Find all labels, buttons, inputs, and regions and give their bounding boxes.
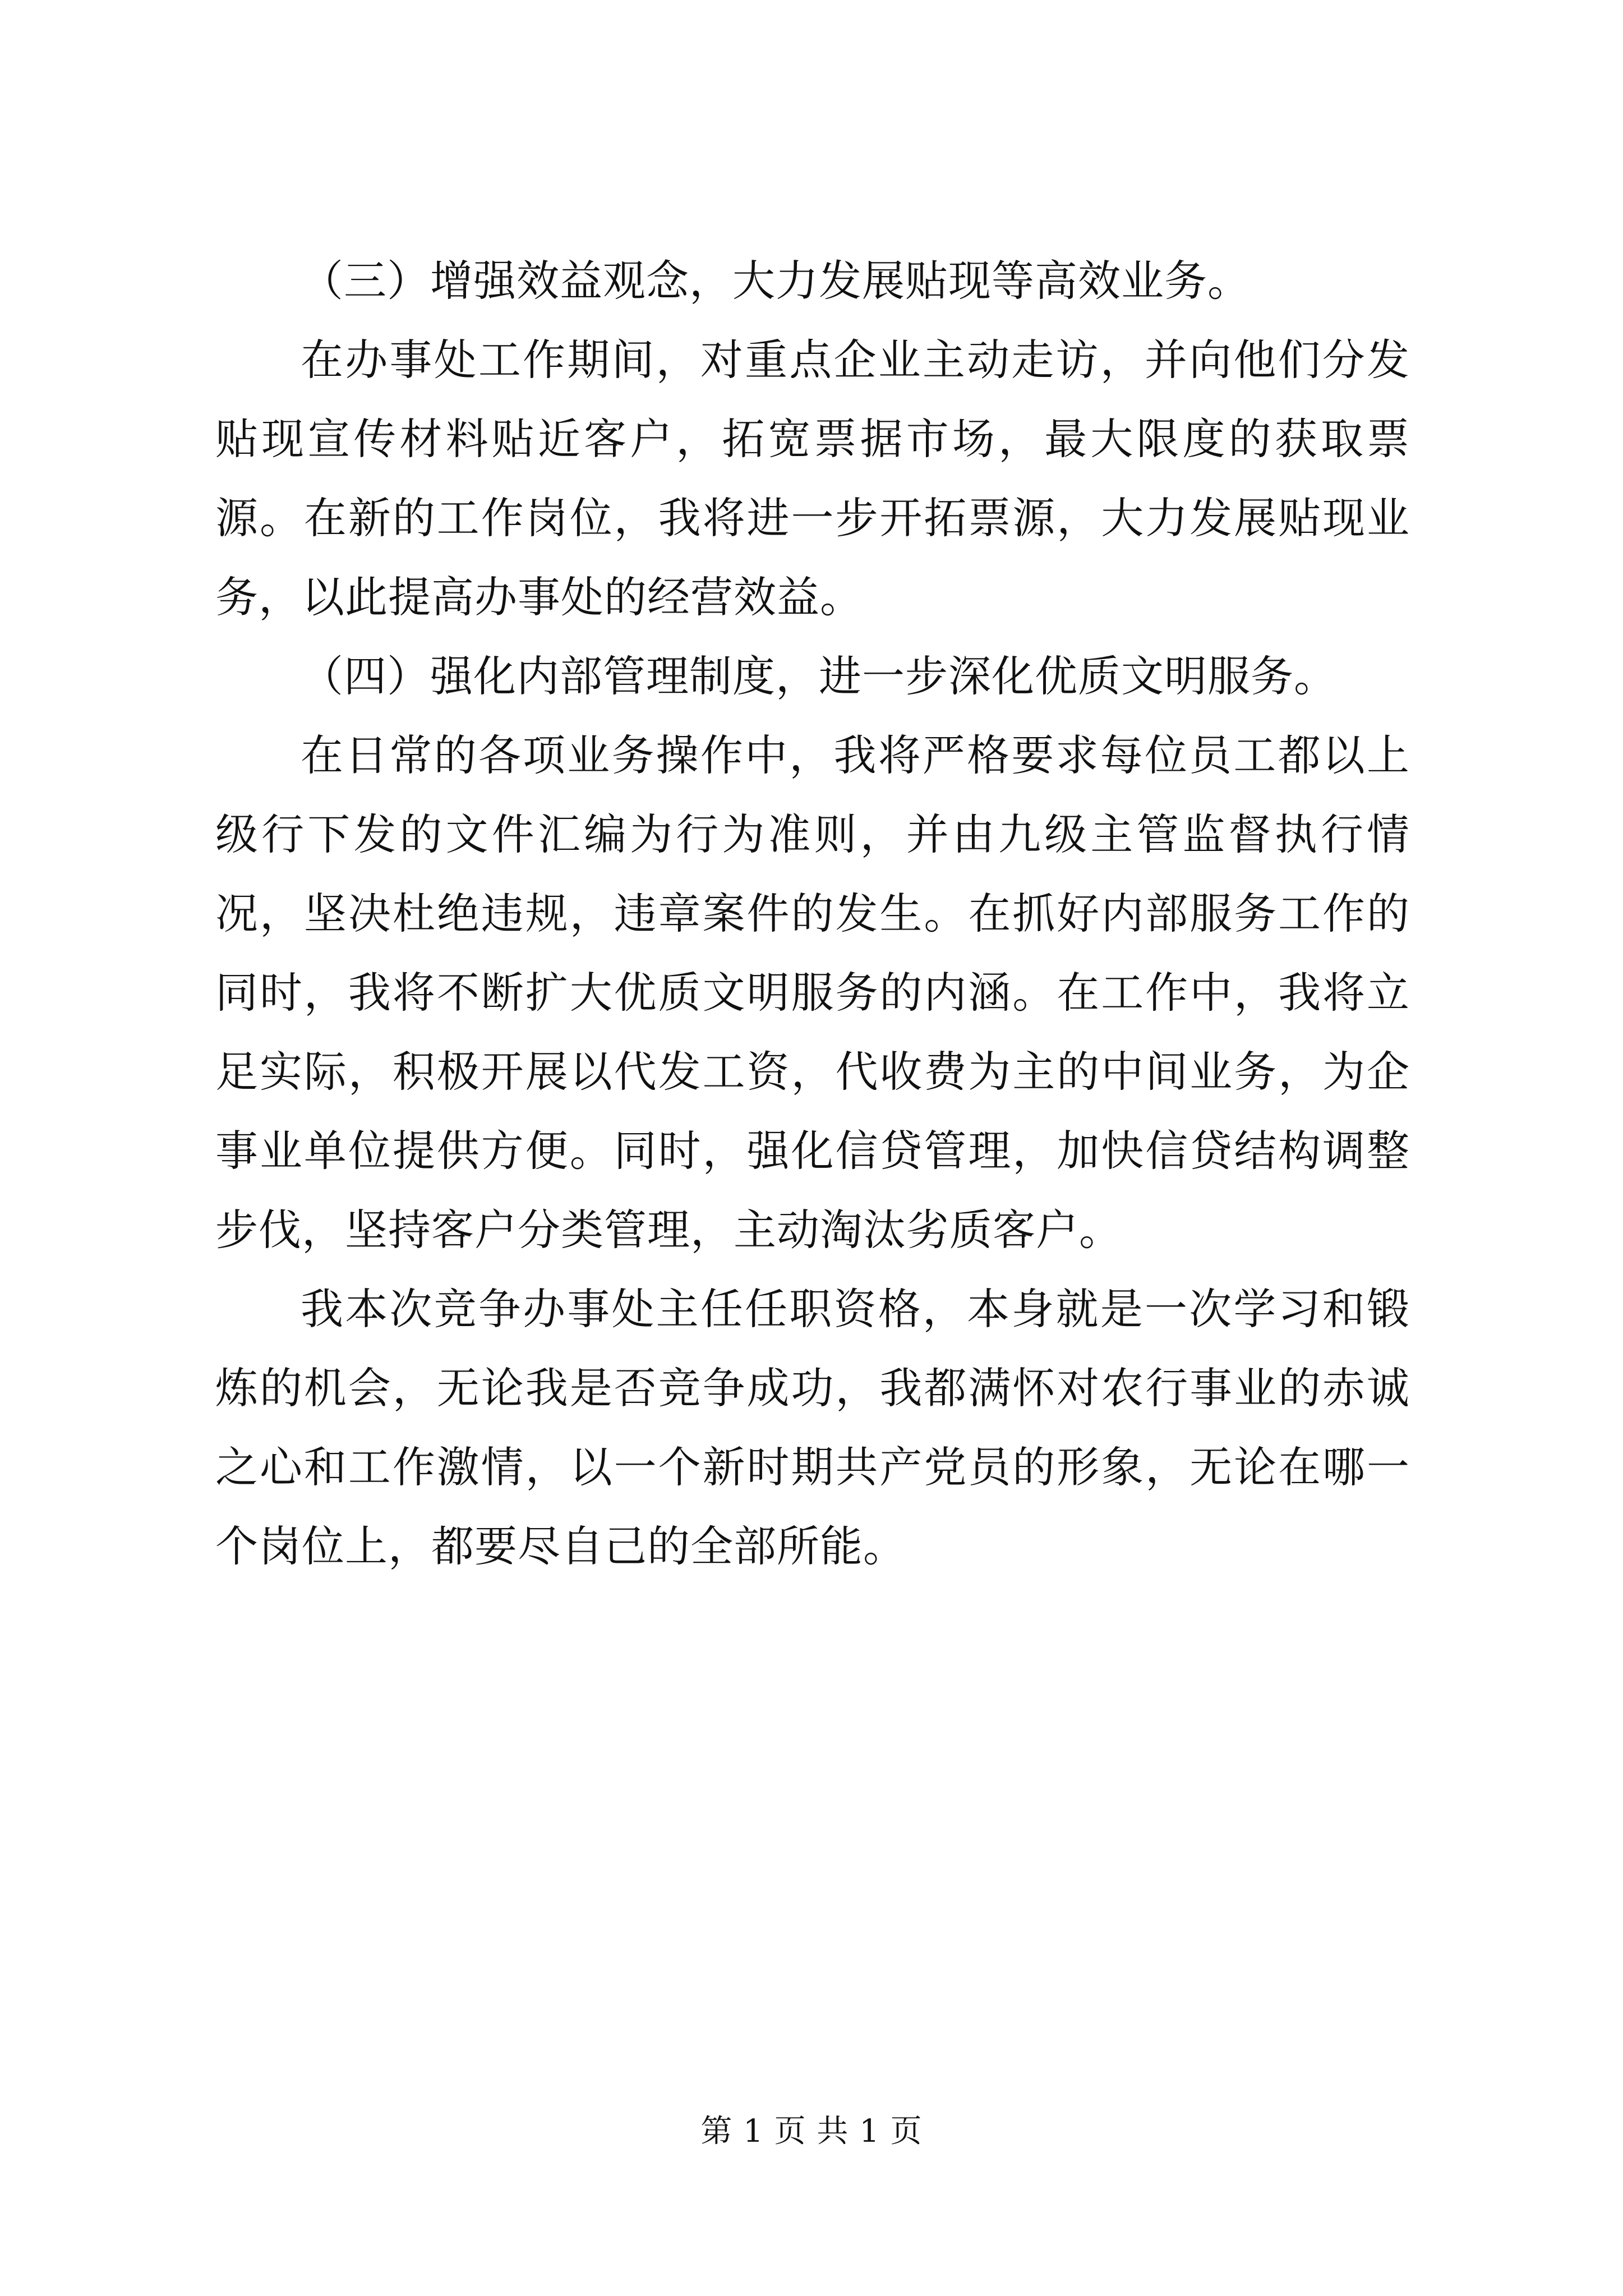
page-number-footer: 第 1 页 共 1 页 — [700, 2113, 923, 2150]
body-paragraph: 在办事处工作期间，对重点企业主动走访，并向他们分发贴现宣传材料贴近客户，拓宽票据市场，最大限度的获取票源。在新的工作岗位，我将进一步开拓票源，大力发展贴现业务，以此提高办事处的经营效益。 — [215, 335, 1410, 622]
section-heading-four: （四）强化内部管理制度，进一步深化优质文明服务。 — [301, 651, 1337, 701]
body-paragraph: 在日常的各项业务操作中，我将严格要求每位员工都以上级行下发的文件汇编为行为准则，并由九级主管监督执行情况，坚决杜绝违规，违章案件的发生。在抓好内部服务工作的同时，我将不断扩大优质文明服务的内涵。在工作中，我将立足实际，积极开展以代发工资，代收费为主的中间业务，为企事业单位提供方便。同时，强化信贷管理，加快信贷结构调整步伐，坚持客户分类管理，主动淘汰劣质客户。 — [215, 730, 1410, 1255]
section-heading-three: （三）增强效益观念，大力发展贴现等高效业务。 — [301, 256, 1251, 306]
document-body — [215, 241, 1410, 1586]
closing-paragraph: 我本次竞争办事处主任任职资格，本身就是一次学习和锻炼的机会，无论我是否竞争成功，我都满怀对农行事业的赤诚之心和工作激情，以一个新时期共产党员的形象，无论在哪一个岗位上，都要尽自己的全部所能。 — [215, 1284, 1410, 1571]
